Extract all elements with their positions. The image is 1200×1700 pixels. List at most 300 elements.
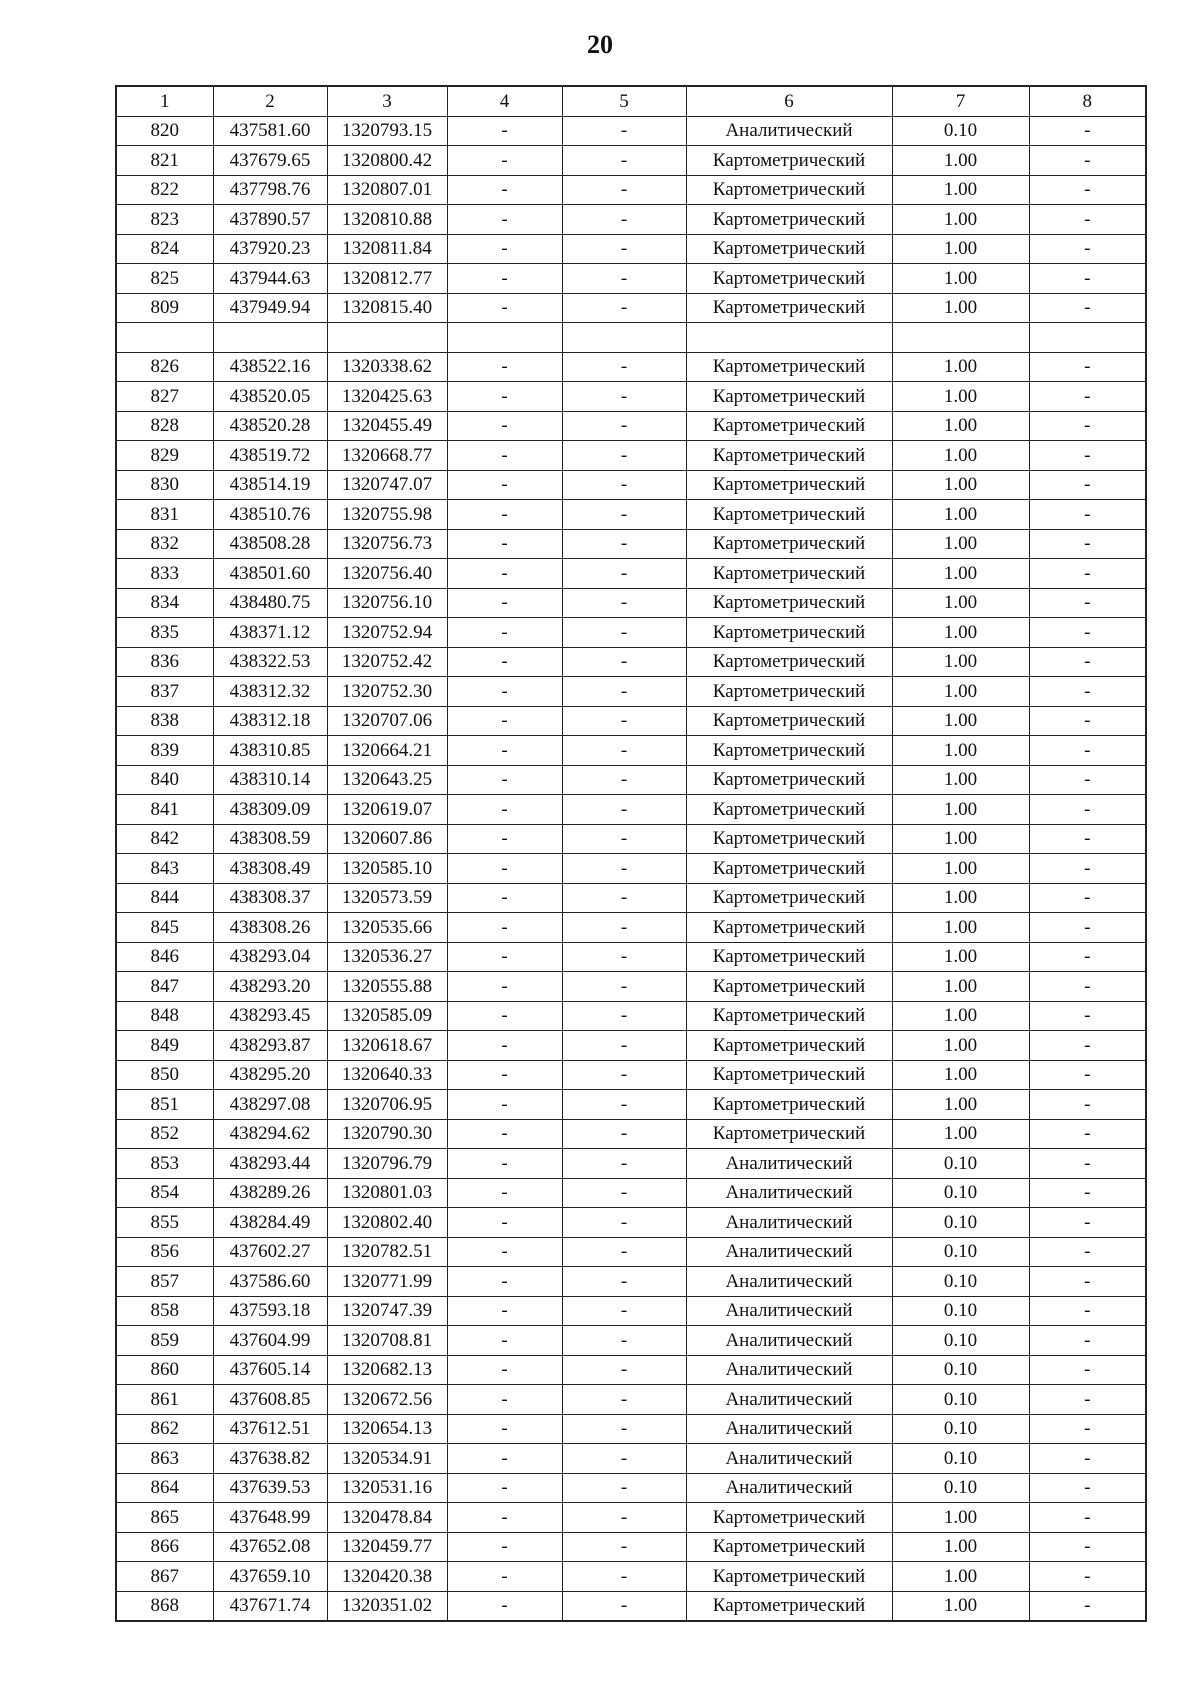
- table-cell: -: [1029, 116, 1146, 146]
- table-row: [116, 382, 1146, 412]
- table-cell: -: [447, 1296, 562, 1326]
- table-cell: 1320425.63: [327, 382, 447, 412]
- table-cell: -: [447, 1503, 562, 1533]
- table-cell: -: [447, 588, 562, 618]
- table-cell: [327, 323, 447, 353]
- table-cell: 844: [116, 883, 213, 913]
- table-cell: 438310.85: [213, 736, 327, 766]
- table-cell: 1320755.98: [327, 500, 447, 530]
- table-cell: -: [447, 736, 562, 766]
- table-cell: Картометрический: [686, 706, 892, 736]
- table-cell: -: [1029, 647, 1146, 677]
- table-cell: -: [562, 1208, 686, 1238]
- table-cell: -: [447, 1237, 562, 1267]
- table-cell: -: [562, 913, 686, 943]
- table-cell: 825: [116, 264, 213, 294]
- table-cell: -: [562, 264, 686, 294]
- table-cell: -: [447, 942, 562, 972]
- table-row: [116, 1178, 1146, 1208]
- table-cell: Картометрический: [686, 1060, 892, 1090]
- table-cell: Аналитический: [686, 1178, 892, 1208]
- table-cell: Картометрический: [686, 1562, 892, 1592]
- table-cell: 1.00: [892, 1031, 1029, 1061]
- column-header: 7: [892, 86, 1029, 116]
- table-cell: Картометрический: [686, 529, 892, 559]
- table-cell: -: [447, 1355, 562, 1385]
- table-row: [116, 441, 1146, 471]
- table-cell: 866: [116, 1532, 213, 1562]
- table-cell: -: [447, 116, 562, 146]
- table-row: [116, 854, 1146, 884]
- table-cell: 0.10: [892, 1178, 1029, 1208]
- table-cell: 1320664.21: [327, 736, 447, 766]
- table-cell: -: [1029, 1267, 1146, 1297]
- table-cell: 853: [116, 1149, 213, 1179]
- table-cell: -: [447, 175, 562, 205]
- table-cell: 1320771.99: [327, 1267, 447, 1297]
- table-cell: -: [562, 175, 686, 205]
- table-cell: -: [562, 146, 686, 176]
- table-cell: 1.00: [892, 175, 1029, 205]
- table-row: [116, 1414, 1146, 1444]
- table-cell: 1320801.03: [327, 1178, 447, 1208]
- table-cell: 1320752.94: [327, 618, 447, 648]
- table-cell: 822: [116, 175, 213, 205]
- column-header: 8: [1029, 86, 1146, 116]
- table-cell: -: [1029, 1237, 1146, 1267]
- table-cell: 438293.45: [213, 1001, 327, 1031]
- table-cell: -: [562, 824, 686, 854]
- table-cell: 1.00: [892, 1532, 1029, 1562]
- table-cell: 438308.37: [213, 883, 327, 913]
- table-cell: 1320607.86: [327, 824, 447, 854]
- table-cell: 437659.10: [213, 1562, 327, 1592]
- table-cell: 1.00: [892, 234, 1029, 264]
- table-cell: [1029, 323, 1146, 353]
- table-row: [116, 588, 1146, 618]
- table-cell: 438308.26: [213, 913, 327, 943]
- table-cell: 437671.74: [213, 1591, 327, 1621]
- table-cell: -: [447, 1444, 562, 1474]
- table-cell: -: [562, 942, 686, 972]
- table-cell: 1320796.79: [327, 1149, 447, 1179]
- table-cell: 438522.16: [213, 352, 327, 382]
- table-cell: 437602.27: [213, 1237, 327, 1267]
- table-cell: -: [1029, 175, 1146, 205]
- table-cell: 1320573.59: [327, 883, 447, 913]
- table-cell: 845: [116, 913, 213, 943]
- table-cell: -: [562, 1473, 686, 1503]
- table-cell: 1.00: [892, 1001, 1029, 1031]
- table-cell: 839: [116, 736, 213, 766]
- table-row: [116, 1267, 1146, 1297]
- table-cell: 1.00: [892, 1090, 1029, 1120]
- table-cell: -: [562, 1296, 686, 1326]
- table-row: [116, 470, 1146, 500]
- table-cell: 437604.99: [213, 1326, 327, 1356]
- table-cell: -: [562, 500, 686, 530]
- table-row: [116, 1237, 1146, 1267]
- table-cell: 438322.53: [213, 647, 327, 677]
- table-cell: Картометрический: [686, 175, 892, 205]
- table-cell: 836: [116, 647, 213, 677]
- table-cell: 1.00: [892, 1591, 1029, 1621]
- table-cell: -: [447, 1149, 562, 1179]
- table-cell: 846: [116, 942, 213, 972]
- table-cell: Картометрический: [686, 854, 892, 884]
- table-cell: 1320654.13: [327, 1414, 447, 1444]
- table-cell: Картометрический: [686, 1031, 892, 1061]
- table-row: [116, 677, 1146, 707]
- table-cell: 1320756.10: [327, 588, 447, 618]
- table-cell: -: [1029, 854, 1146, 884]
- table-cell: 438293.04: [213, 942, 327, 972]
- table-cell: -: [447, 1090, 562, 1120]
- table-cell: -: [447, 1591, 562, 1621]
- table-cell: -: [562, 1562, 686, 1592]
- table-cell: -: [447, 441, 562, 471]
- table-cell: 438514.19: [213, 470, 327, 500]
- table-cell: 859: [116, 1326, 213, 1356]
- table-cell: -: [447, 854, 562, 884]
- table-cell: -: [447, 559, 562, 589]
- table-cell: 862: [116, 1414, 213, 1444]
- table-cell: -: [447, 1414, 562, 1444]
- table-cell: 867: [116, 1562, 213, 1592]
- table-cell: Картометрический: [686, 1503, 892, 1533]
- table-cell: 831: [116, 500, 213, 530]
- table-cell: 842: [116, 824, 213, 854]
- table-cell: -: [1029, 883, 1146, 913]
- table-row: [116, 175, 1146, 205]
- table-cell: 438293.20: [213, 972, 327, 1002]
- table-row: [116, 323, 1146, 353]
- table-cell: -: [447, 1562, 562, 1592]
- table-cell: 438312.18: [213, 706, 327, 736]
- table-cell: -: [562, 618, 686, 648]
- table-cell: 833: [116, 559, 213, 589]
- table-cell: 438520.28: [213, 411, 327, 441]
- table-cell: -: [447, 500, 562, 530]
- table-cell: 1320756.40: [327, 559, 447, 589]
- table-cell: 1320707.06: [327, 706, 447, 736]
- table-cell: -: [562, 382, 686, 412]
- table-cell: -: [562, 1060, 686, 1090]
- table-row: [116, 352, 1146, 382]
- table-cell: 437798.76: [213, 175, 327, 205]
- table-cell: -: [562, 736, 686, 766]
- table-cell: -: [562, 1414, 686, 1444]
- table-cell: 854: [116, 1178, 213, 1208]
- table-row: [116, 1444, 1146, 1474]
- table-cell: Картометрический: [686, 441, 892, 471]
- table-cell: -: [447, 529, 562, 559]
- table-cell: -: [1029, 293, 1146, 323]
- table-cell: 1320810.88: [327, 205, 447, 235]
- table-cell: 841: [116, 795, 213, 825]
- table-cell: 1320706.95: [327, 1090, 447, 1120]
- table-cell: 438294.62: [213, 1119, 327, 1149]
- table-cell: 1320802.40: [327, 1208, 447, 1238]
- table-header-row: [116, 86, 1146, 116]
- table-cell: 1320756.73: [327, 529, 447, 559]
- table-cell: 1320643.25: [327, 765, 447, 795]
- table-cell: -: [1029, 736, 1146, 766]
- table-cell: 1320815.40: [327, 293, 447, 323]
- column-header: 1: [116, 86, 213, 116]
- table-row: [116, 1119, 1146, 1149]
- table-cell: 1.00: [892, 470, 1029, 500]
- table-cell: 837: [116, 677, 213, 707]
- column-header: 2: [213, 86, 327, 116]
- table-cell: -: [1029, 1326, 1146, 1356]
- table-cell: Аналитический: [686, 1385, 892, 1415]
- table-cell: Аналитический: [686, 1149, 892, 1179]
- table-row: [116, 647, 1146, 677]
- table-cell: 850: [116, 1060, 213, 1090]
- table-cell: 1.00: [892, 942, 1029, 972]
- table-cell: 438284.49: [213, 1208, 327, 1238]
- table-cell: -: [447, 205, 562, 235]
- table-cell: -: [447, 1208, 562, 1238]
- table-cell: -: [447, 1060, 562, 1090]
- table-cell: -: [1029, 1503, 1146, 1533]
- table-cell: -: [1029, 441, 1146, 471]
- table-cell: 860: [116, 1355, 213, 1385]
- table-cell: 1320618.67: [327, 1031, 447, 1061]
- table-cell: -: [1029, 234, 1146, 264]
- table-row: [116, 765, 1146, 795]
- table-cell: 1.00: [892, 411, 1029, 441]
- table-cell: Картометрический: [686, 765, 892, 795]
- table-cell: -: [562, 293, 686, 323]
- table-cell: -: [447, 264, 562, 294]
- table-cell: 1.00: [892, 736, 1029, 766]
- table-cell: -: [1029, 1149, 1146, 1179]
- table-cell: 868: [116, 1591, 213, 1621]
- table-cell: 1320793.15: [327, 116, 447, 146]
- table-cell: Картометрический: [686, 647, 892, 677]
- table-cell: 1320640.33: [327, 1060, 447, 1090]
- table-cell: 0.10: [892, 1385, 1029, 1415]
- table-cell: -: [1029, 1414, 1146, 1444]
- table-cell: -: [1029, 1001, 1146, 1031]
- table-cell: -: [447, 883, 562, 913]
- table-cell: -: [562, 529, 686, 559]
- table-cell: -: [562, 205, 686, 235]
- table-row: [116, 1503, 1146, 1533]
- table-cell: -: [1029, 765, 1146, 795]
- table-cell: 1.00: [892, 677, 1029, 707]
- table-cell: -: [562, 1031, 686, 1061]
- table-cell: 1320619.07: [327, 795, 447, 825]
- table-cell: 437638.82: [213, 1444, 327, 1474]
- table-cell: -: [562, 588, 686, 618]
- table-cell: 1320790.30: [327, 1119, 447, 1149]
- table-cell: 1.00: [892, 647, 1029, 677]
- table-cell: 1.00: [892, 352, 1029, 382]
- column-header: 5: [562, 86, 686, 116]
- table-cell: -: [562, 706, 686, 736]
- table-cell: 1320555.88: [327, 972, 447, 1002]
- table-row: [116, 1149, 1146, 1179]
- table-cell: 823: [116, 205, 213, 235]
- table-cell: -: [562, 1119, 686, 1149]
- table-cell: -: [562, 1503, 686, 1533]
- table-cell: -: [562, 1178, 686, 1208]
- table-row: [116, 736, 1146, 766]
- table-cell: 438520.05: [213, 382, 327, 412]
- table-cell: 437608.85: [213, 1385, 327, 1415]
- table-cell: -: [447, 972, 562, 1002]
- table-cell: 437890.57: [213, 205, 327, 235]
- table-cell: 1320459.77: [327, 1532, 447, 1562]
- table-cell: Картометрический: [686, 618, 892, 648]
- table-cell: -: [562, 470, 686, 500]
- table-row: [116, 293, 1146, 323]
- table-cell: -: [447, 913, 562, 943]
- table-cell: 848: [116, 1001, 213, 1031]
- table-row: [116, 1208, 1146, 1238]
- table-cell: 1.00: [892, 913, 1029, 943]
- table-cell: 1320708.81: [327, 1326, 447, 1356]
- table-cell: 1320535.66: [327, 913, 447, 943]
- table-cell: 820: [116, 116, 213, 146]
- table-cell: -: [562, 795, 686, 825]
- table-cell: Картометрический: [686, 146, 892, 176]
- table-cell: 437639.53: [213, 1473, 327, 1503]
- table-cell: -: [1029, 1208, 1146, 1238]
- table-cell: 1320455.49: [327, 411, 447, 441]
- table-cell: 1.00: [892, 883, 1029, 913]
- table-cell: 438480.75: [213, 588, 327, 618]
- table-cell: -: [1029, 913, 1146, 943]
- table-cell: -: [562, 883, 686, 913]
- table-cell: Картометрический: [686, 883, 892, 913]
- table-cell: 437920.23: [213, 234, 327, 264]
- table-cell: 1.00: [892, 854, 1029, 884]
- table-cell: Картометрический: [686, 1001, 892, 1031]
- table-cell: -: [1029, 352, 1146, 382]
- table-cell: -: [562, 972, 686, 1002]
- table-cell: -: [447, 618, 562, 648]
- table-cell: -: [1029, 500, 1146, 530]
- table-cell: -: [1029, 706, 1146, 736]
- table-cell: -: [1029, 1119, 1146, 1149]
- table-cell: -: [1029, 677, 1146, 707]
- table-cell: Аналитический: [686, 116, 892, 146]
- table-cell: 864: [116, 1473, 213, 1503]
- table-cell: 830: [116, 470, 213, 500]
- table-cell: -: [447, 1178, 562, 1208]
- table-cell: 829: [116, 441, 213, 471]
- table-cell: -: [447, 677, 562, 707]
- table-cell: 838: [116, 706, 213, 736]
- table-cell: Картометрический: [686, 588, 892, 618]
- table-cell: -: [1029, 1178, 1146, 1208]
- table-cell: Картометрический: [686, 736, 892, 766]
- table-cell: 809: [116, 293, 213, 323]
- table-row: [116, 116, 1146, 146]
- table-cell: 0.10: [892, 1414, 1029, 1444]
- table-cell: Аналитический: [686, 1355, 892, 1385]
- table-cell: Аналитический: [686, 1414, 892, 1444]
- table-cell: 824: [116, 234, 213, 264]
- table-cell: 1320811.84: [327, 234, 447, 264]
- table-row: [116, 1060, 1146, 1090]
- table-cell: 1.00: [892, 529, 1029, 559]
- table-cell: Аналитический: [686, 1473, 892, 1503]
- table-cell: 437679.65: [213, 146, 327, 176]
- table-row: [116, 1591, 1146, 1621]
- table-row: [116, 1090, 1146, 1120]
- table-cell: -: [562, 1532, 686, 1562]
- table-cell: -: [1029, 1444, 1146, 1474]
- table-cell: Картометрический: [686, 913, 892, 943]
- table-row: [116, 1296, 1146, 1326]
- table-cell: 1.00: [892, 382, 1029, 412]
- table-cell: 1.00: [892, 588, 1029, 618]
- table-cell: Картометрический: [686, 824, 892, 854]
- table-cell: 1.00: [892, 1060, 1029, 1090]
- table-cell: Картометрический: [686, 264, 892, 294]
- table-cell: 1320338.62: [327, 352, 447, 382]
- table-cell: 438297.08: [213, 1090, 327, 1120]
- table-cell: 1.00: [892, 1562, 1029, 1592]
- table-cell: Картометрический: [686, 234, 892, 264]
- table-cell: -: [447, 1473, 562, 1503]
- table-cell: -: [447, 470, 562, 500]
- table-cell: 821: [116, 146, 213, 176]
- table-cell: -: [447, 293, 562, 323]
- table-cell: 1320752.30: [327, 677, 447, 707]
- table-cell: 835: [116, 618, 213, 648]
- table-cell: 0.10: [892, 116, 1029, 146]
- table-cell: 0.10: [892, 1326, 1029, 1356]
- table-cell: Аналитический: [686, 1326, 892, 1356]
- table-cell: Картометрический: [686, 293, 892, 323]
- table-row: [116, 706, 1146, 736]
- table-cell: Картометрический: [686, 382, 892, 412]
- table-cell: Аналитический: [686, 1267, 892, 1297]
- table-row: [116, 1031, 1146, 1061]
- table-cell: 1320668.77: [327, 441, 447, 471]
- table-cell: -: [1029, 618, 1146, 648]
- table-row: [116, 500, 1146, 530]
- table-cell: 1.00: [892, 765, 1029, 795]
- table-row: [116, 529, 1146, 559]
- table-cell: -: [1029, 382, 1146, 412]
- table-cell: -: [1029, 1060, 1146, 1090]
- table-row: [116, 618, 1146, 648]
- table-cell: 0.10: [892, 1296, 1029, 1326]
- table-cell: -: [447, 765, 562, 795]
- table-cell: Аналитический: [686, 1444, 892, 1474]
- table-cell: 437612.51: [213, 1414, 327, 1444]
- table-cell: 438309.09: [213, 795, 327, 825]
- table-cell: -: [562, 234, 686, 264]
- table-cell: -: [562, 677, 686, 707]
- table-cell: 438508.28: [213, 529, 327, 559]
- table-row: [116, 1532, 1146, 1562]
- table-cell: Картометрический: [686, 972, 892, 1002]
- table-cell: 1.00: [892, 500, 1029, 530]
- table-cell: 1320800.42: [327, 146, 447, 176]
- table-cell: -: [562, 1090, 686, 1120]
- table-cell: -: [447, 647, 562, 677]
- table-row: [116, 411, 1146, 441]
- table-cell: -: [562, 1444, 686, 1474]
